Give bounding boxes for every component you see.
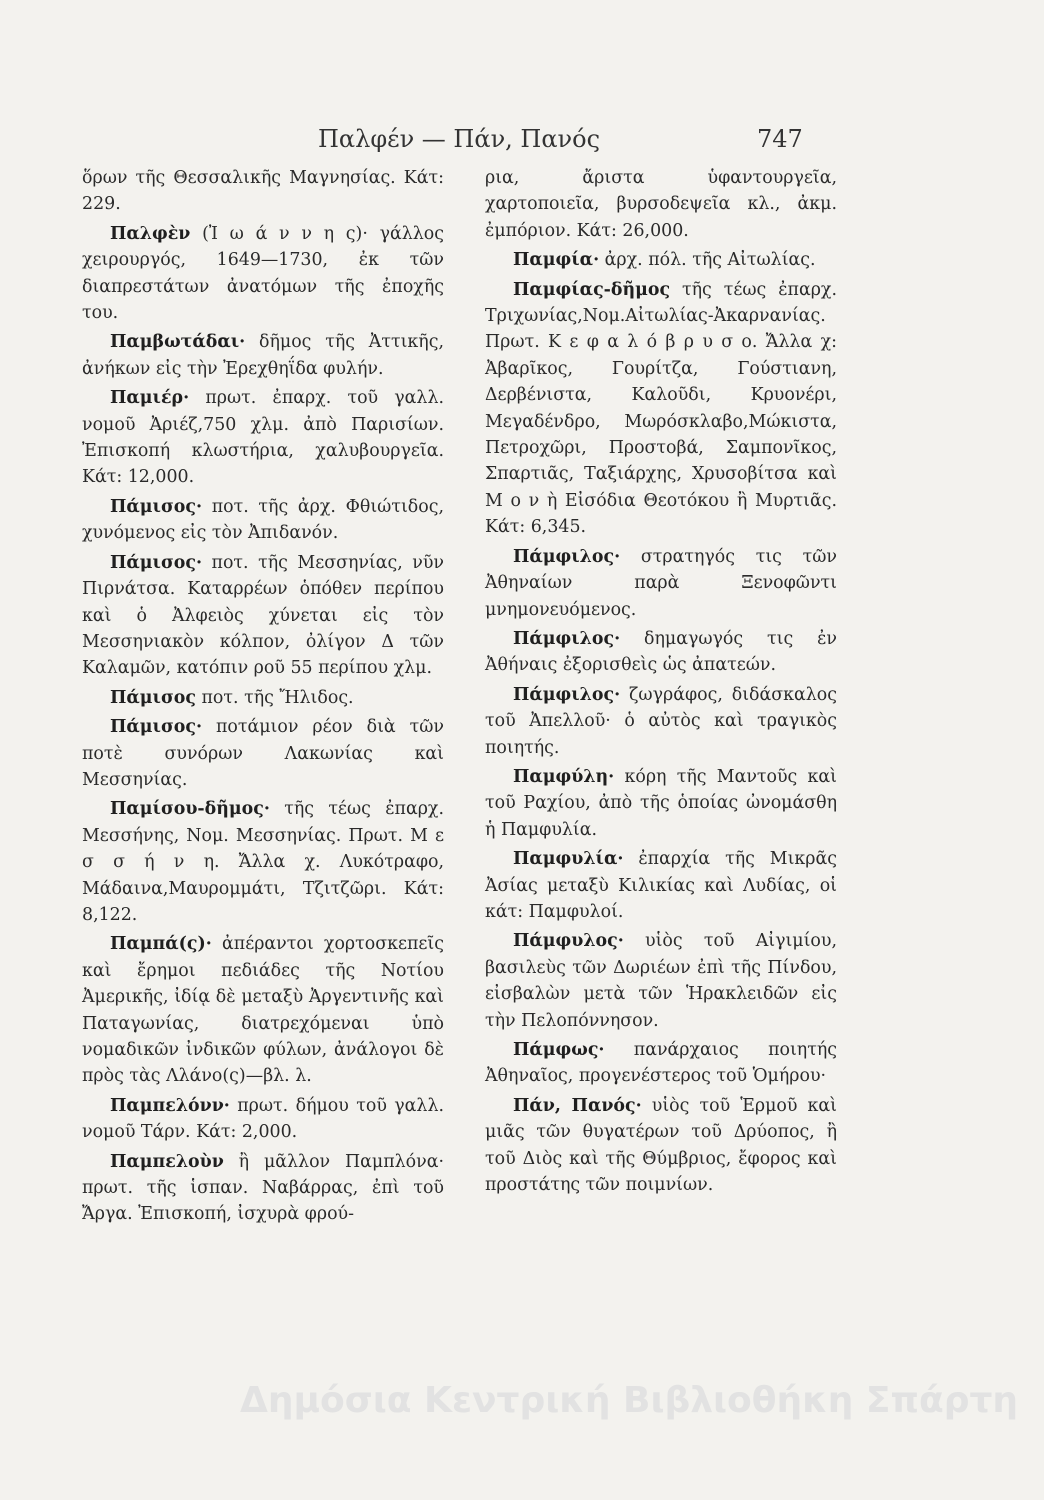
dictionary-entry: [82, 550, 444, 682]
dictionary-entry: [82, 685, 444, 711]
entry-text: πανάρχαιος ποιητής Ἀθηναῖος, προγενέστερος τοῦ Ὁμήρου·: [485, 1040, 837, 1087]
entry-text: πρωτ. ἐπαρχ. τοῦ γαλλ. νομοῦ Ἀριέζ,750 χλμ. ἀπὸ Παρισίων. Ἐπισκοπή κλωστήρια, χαλυβουργεῖα. Κάτ: 12,000.: [82, 388, 444, 488]
entry-text: κόρη τῆς Μαντοῦς καὶ τοῦ Ραχίου, ἀπὸ τῆς ὁποίας ὠνομάσθη ἡ Παμφυλία.: [485, 766, 837, 840]
entry-text: δημαγωγός τις ἐν Ἀθήναις ἐξορισθεὶς ὡς ἀπατεών.: [485, 628, 837, 676]
dictionary-entry: [485, 165, 837, 244]
left-column: [82, 165, 444, 1231]
dictionary-entry: [82, 165, 444, 218]
dictionary-entry: [82, 1093, 444, 1146]
dictionary-entry: [82, 385, 444, 491]
entry-text: ἢ μᾶλλον Παμπλόνα· πρωτ. τῆς ἱσπαν. Ναβάρρας, ἐπὶ τοῦ Ἄργα. Ἐπισκοπή, ἰσχυρὰ φρού-: [82, 1151, 444, 1225]
dictionary-entry: [485, 928, 837, 1034]
page-number: 747: [757, 125, 803, 153]
entry-text: πρωτ. δήμου τοῦ γαλλ. νομοῦ Τάρν. Κάτ: 2,000.: [82, 1095, 444, 1143]
entry-text: (Ἰ ω ά ν ν η ς)· γάλλος χειρουργός, 1649—1730, ἐκ τῶν διαπρεστάτων ἀνατόμων τῆς ἐποχῆς του.: [82, 223, 444, 324]
dictionary-entry: [82, 494, 444, 547]
entry-headword: Παμίσου-δῆμος·: [110, 799, 270, 820]
entry-text: ὅρων τῆς Θεσσαλικῆς Μαγνησίας. Κάτ: 229.: [82, 168, 444, 215]
entry-text: ζωγράφος, διδάσκαλος τοῦ Ἀπελλοῦ· ὁ αὐτὸς καὶ τραγικὸς ποιητής.: [485, 684, 837, 758]
entry-headword: Παμιέρ·: [110, 388, 190, 409]
entry-text: δῆμος τῆς Ἀττικῆς, ἀνήκων εἰς τὴν Ἐρεχθηΐδα φυλήν.: [82, 332, 444, 379]
entry-headword: Παμφία·: [513, 250, 600, 271]
dictionary-entry: [82, 714, 444, 793]
entry-text: τῆς τέως ἐπαρχ. Μεσσήνης, Νομ. Μεσσηνίας. Πρωτ. Μ ε σ σ ή ν η. Ἄλλα χ. Λυκότραφο, Μάδαινα,Μαυρομμάτι, Τζιτζῶρι. Κάτ: 8,122.: [82, 799, 444, 925]
dictionary-entry: [82, 796, 444, 928]
dictionary-entry: [485, 544, 837, 623]
entry-text: ποτ. τῆς ἀρχ. Φθιώτιδος, χυνόμενος εἰς τὸν Ἀπιδανόν.: [82, 496, 444, 544]
entry-headword: Πάμισος·: [110, 496, 203, 517]
entry-headword: Πάν, Πανός·: [513, 1095, 642, 1116]
entry-headword: Παλφὲν: [110, 223, 191, 244]
entry-text: υἱὸς τοῦ Αἰγιμίου, βασιλεὺς τῶν Δωριέων ἐπὶ τῆς Πίνδου, εἰσβαλὼν μετὰ τῶν Ἡρακλειδῶν εἰς τὴν Πελοπόννησον.: [485, 931, 837, 1031]
dictionary-entry: [485, 846, 837, 925]
dictionary-entry: [82, 329, 444, 382]
entry-headword: Πάμισος: [110, 687, 196, 708]
entry-headword: Παμφίας-δῆμος: [513, 279, 671, 300]
entry-headword: Παμβωτάδαι·: [110, 332, 246, 353]
entry-headword: Πάμισος·: [110, 552, 203, 573]
entry-headword: Πάμφυλος·: [513, 931, 624, 952]
entry-headword: Πάμισος·: [110, 717, 203, 738]
page-header: [0, 125, 1044, 165]
dictionary-entry: [485, 277, 837, 541]
entry-text: ἐπαρχία τῆς Μικρᾶς Ἀσίας μεταξὺ Κιλικίας καὶ Λυδίας, οἱ κάτ: Παμφυλοί.: [485, 849, 837, 922]
dictionary-entry: [82, 1149, 444, 1228]
entry-headword: Πάμφιλος·: [513, 546, 621, 567]
entry-text: ἀπέραντοι χορτοσκεπεῖς καὶ ἔρημοι πεδιάδες τῆς Νοτίου Ἀμερικῆς, ἰδίᾳ δὲ μεταξὺ Ἀργεντινῆς καὶ Παταγωνίας, διατρεχόμεναι ὑπὸ νομαδικῶν ἰνδικῶν φύλων, ἀνάλογοι δὲ πρὸς τὰς Λλάνο(ς)—βλ. λ.: [82, 934, 444, 1087]
dictionary-entry: [485, 682, 837, 761]
right-column: [485, 165, 837, 1201]
entry-text: ποτ. τῆς Ἤλιδος.: [195, 687, 354, 708]
entry-text: υἱὸς τοῦ Ἑρμοῦ καὶ μιᾶς τῶν θυγατέρων τοῦ Δρύοπος, ἢ τοῦ Διὸς καὶ τῆς Θύμβριος, ἔφορος καὶ προστάτης τῶν ποιμνίων.: [485, 1095, 837, 1196]
dictionary-entry: [82, 221, 444, 327]
entry-headword: Παμφυλία·: [513, 849, 624, 870]
entry-headword: Παμπά(ς)·: [110, 934, 212, 955]
entry-headword: Παμπελοὺν: [110, 1151, 224, 1172]
entry-text: τῆς τέως ἐπαρχ. Τριχωνίας,Νομ.Αἰτωλίας-Ἀκαρνανίας. Πρωτ. Κ ε φ α λ ό β ρ υ σ ο. Ἄλλα χ: Ἀβαρῖκος, Γουρίτζα, Γούστιανη, Δερβένιστα, Καλοῦδι, Κρυονέρι, Μεγαδένδρο, Μωρόσκλαβο,Μώκιστα, Πετροχῶρι, Προστοβά, Σαμπονῖκος, Σπαρτιᾶς, Ταξιάρχης, Χρυσοβίτσα καὶ Μ ο ν ὴ Εἰσόδια Θεοτόκου ἢ Μυρτιᾶς. Κάτ: 6,345.: [485, 279, 837, 538]
entry-headword: Πάμφιλος·: [513, 628, 621, 649]
dictionary-entry: [485, 247, 837, 273]
entry-headword: Πάμφιλος·: [513, 684, 621, 705]
entry-text: ποτ. τῆς Μεσσηνίας, νῦν Πιρνάτσα. Καταρρέων ὁπόθεν περίπου καὶ ὁ Ἀλφειὸς χύνεται εἰς τὸν Μεσσηνιακὸν κόλπον, ὀλίγον Δ τῶν Καλαμῶν, κατόπιν ροῦ 55 περίπου χλμ.: [82, 552, 444, 679]
dictionary-entry: [485, 764, 837, 843]
dictionary-entry: [485, 626, 837, 679]
entry-text: στρατηγός τις τῶν Ἀθηναίων παρὰ Ξενοφῶντι μνημονευόμενος.: [485, 546, 837, 620]
entry-text: ρια, ἄριστα ὑφαντουργεῖα, χαρτοποιεῖα, βυρσοδεψεῖα κλ., ἀκμ. ἐμπόριον. Κάτ: 26,000.: [485, 168, 837, 241]
entry-headword: Πάμφως·: [513, 1040, 605, 1060]
page-title: Παλφέν — Πάν, Πανός: [318, 125, 601, 153]
dictionary-entry: [485, 1037, 837, 1090]
entry-headword: Παμφύλη·: [513, 766, 615, 787]
entry-headword: Παμπελόνν·: [110, 1095, 230, 1116]
entry-text: ποτάμιον ρέον διὰ τῶν ποτὲ συνόρων Λακωνίας καὶ Μεσσηνίας.: [82, 717, 444, 790]
dictionary-entry: [82, 931, 444, 1089]
entry-text: ἀρχ. πόλ. τῆς Αἰτωλίας.: [599, 250, 816, 271]
library-watermark: Δημόσια Κεντρική Βιβλιοθήκη Σπάρτη: [240, 1380, 1019, 1421]
dictionary-entry: [485, 1093, 837, 1199]
